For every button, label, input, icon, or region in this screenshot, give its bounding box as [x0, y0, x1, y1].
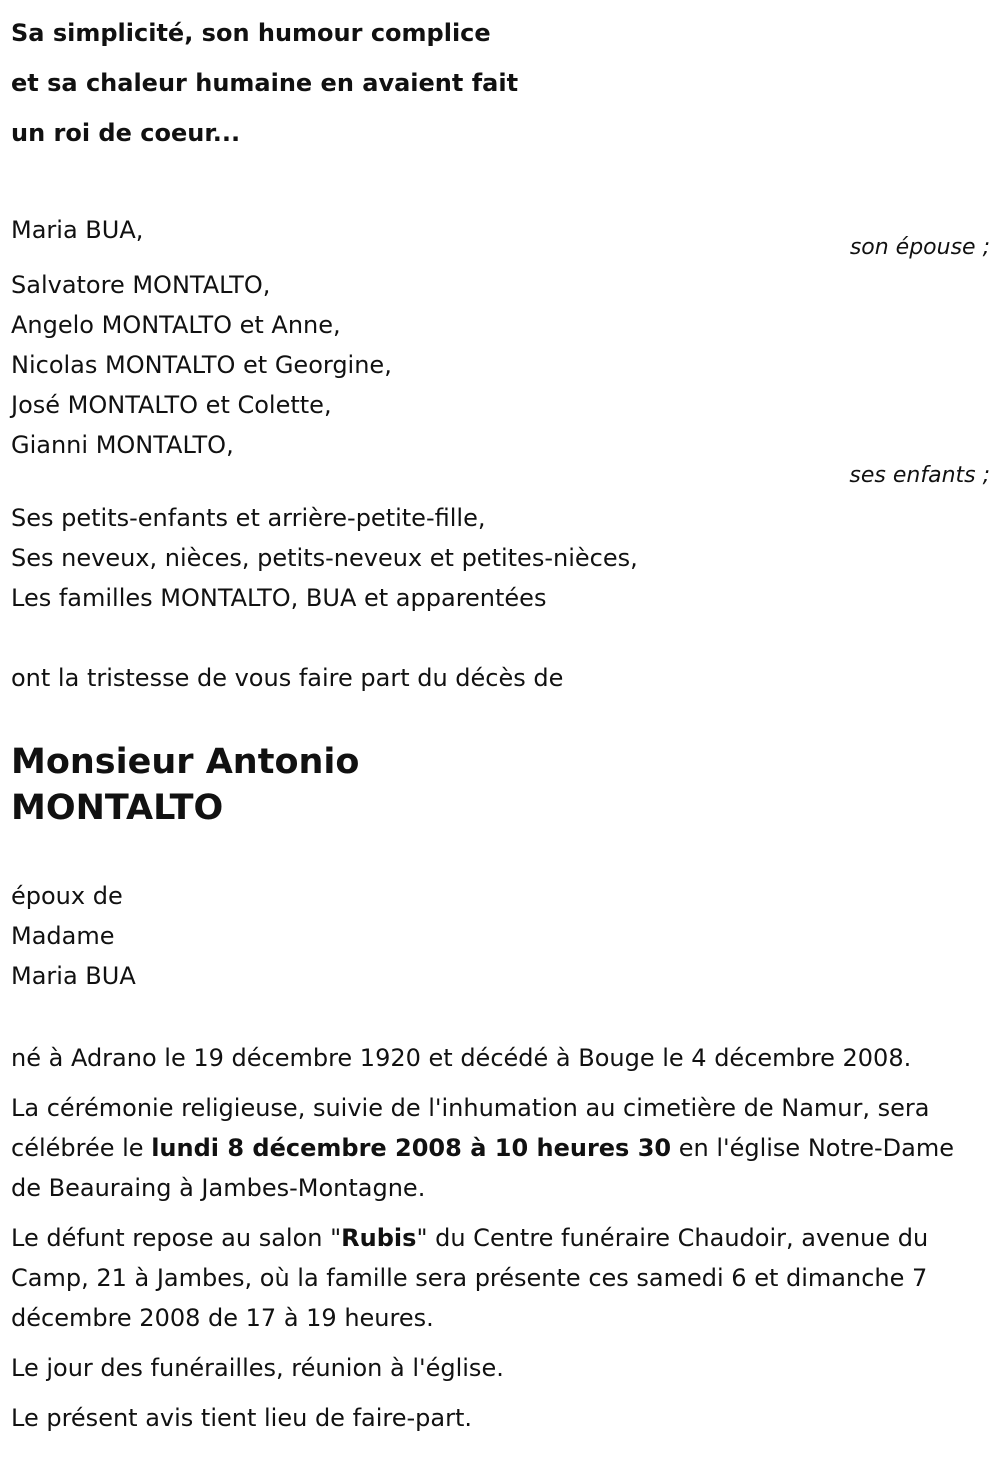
spouse-role: son épouse ;	[849, 235, 990, 260]
salon-name: Rubis	[341, 1224, 417, 1252]
relatives-line: Les familles MONTALTO, BUA et apparentées	[11, 584, 547, 612]
deceased-name-line-2: MONTALTO	[11, 788, 224, 828]
child-name: José MONTALTO et Colette,	[11, 391, 332, 419]
quote-line-2: et sa chaleur humaine en avaient fait	[11, 69, 519, 97]
quote-line-3: un roi de coeur...	[11, 119, 241, 147]
relatives-line: Ses petits-enfants et arrière-petite-fille,	[11, 504, 486, 532]
spouse-of-block	[11, 876, 990, 996]
deceased-name	[11, 739, 990, 831]
quote-line-1: Sa simplicité, son humour complice	[11, 19, 491, 47]
spouse-of-line-2: Madame	[11, 922, 115, 950]
epigraph-quote	[11, 8, 990, 158]
ceremony-date: lundi 8 décembre 2008 à 10 heures 30	[151, 1134, 672, 1162]
ceremony-text-before: La cérémonie religieuse, suivie de l'inhumation au cimetière de Namur, sera célébrée le	[11, 1094, 930, 1162]
spouse-of-line-3: Maria BUA	[11, 962, 136, 990]
ceremony-text-after: en l'église Notre-Dame de Beauraing à Jambes-Montagne.	[11, 1134, 954, 1202]
children-group	[11, 265, 990, 465]
child-name: Salvatore MONTALTO,	[11, 271, 271, 299]
children-role: ses enfants ;	[849, 463, 990, 488]
deceased-name-line-1: Monsieur Antonio	[11, 742, 360, 782]
child-name: Nicolas MONTALTO et Georgine,	[11, 351, 392, 379]
notice-text: Le présent avis tient lieu de faire-part.	[11, 1404, 473, 1432]
child-name: Gianni MONTALTO,	[11, 431, 234, 459]
funeral-day-text: Le jour des funérailles, réunion à l'église.	[11, 1354, 504, 1382]
announcement-text: ont la tristesse de vous faire part du décès de	[11, 664, 564, 692]
other-relatives-group	[11, 498, 990, 618]
relatives-line: Ses neveux, nièces, petits-neveux et petites-nièces,	[11, 544, 638, 572]
birth-death-text: né à Adrano le 19 décembre 1920 et décédé à Bouge le 4 décembre 2008.	[11, 1044, 912, 1072]
rest-text-after: " du Centre funéraire Chaudoir, avenue du Camp, 21 à Jambes, où la famille sera présente ces samedi 6 et dimanche 7 décembre 2008 de 17 à 19 heures.	[11, 1224, 929, 1332]
rest-text-before: Le défunt repose au salon "	[11, 1224, 342, 1252]
spouse-of-line-1: époux de	[11, 882, 123, 910]
child-name: Angelo MONTALTO et Anne,	[11, 311, 341, 339]
spouse-name: Maria BUA,	[11, 216, 144, 244]
ceremony-text	[11, 1088, 990, 1208]
rest-place-text	[11, 1218, 990, 1338]
